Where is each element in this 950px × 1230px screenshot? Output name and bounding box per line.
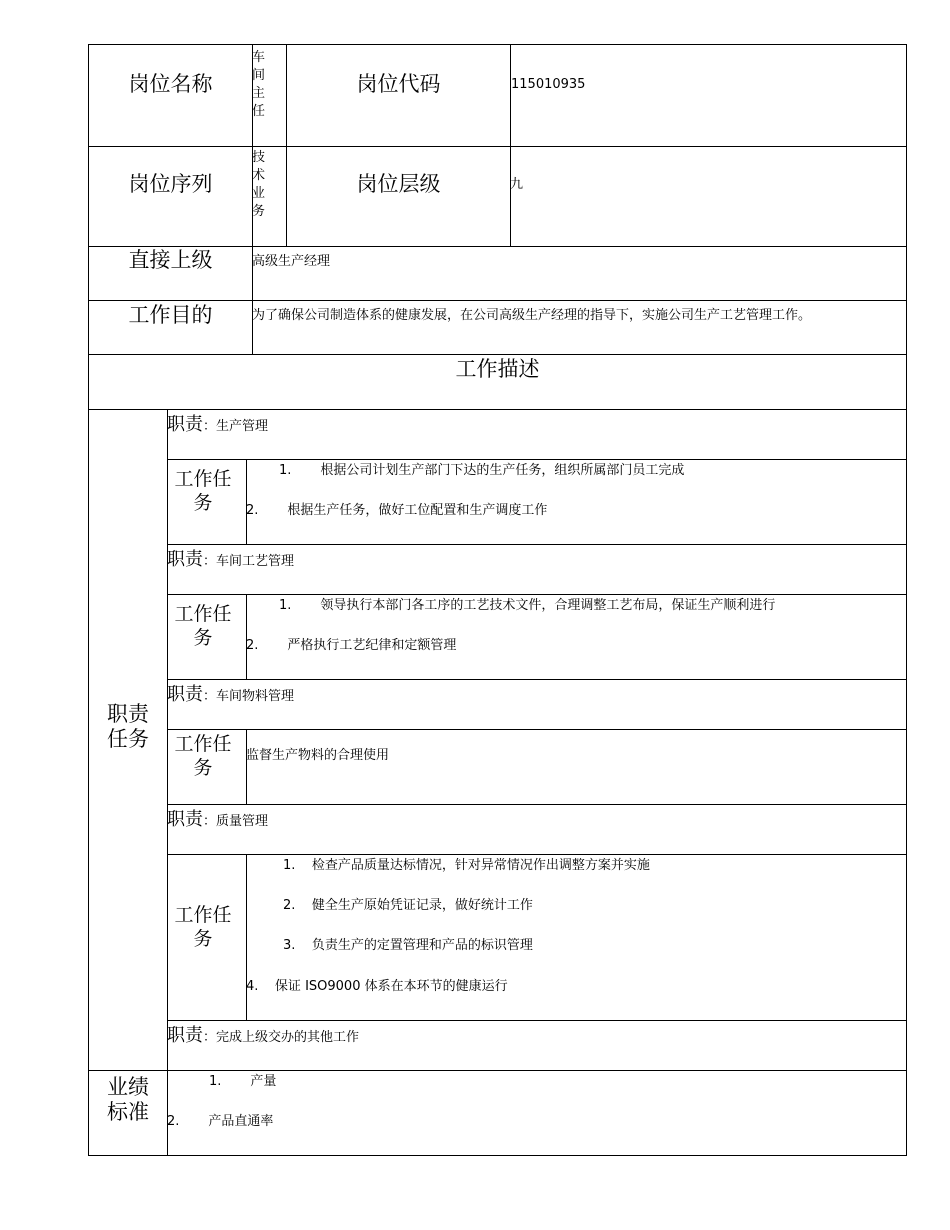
position-level-label: 岗位层级 [356,172,441,196]
position-code-label: 岗位代码 [356,72,441,96]
column-divider [246,459,247,545]
work-description-title: 工作描述 [455,357,540,381]
duty-3-title [167,684,294,706]
duty-4-task-label: 工作任务 [174,904,232,950]
duty-1-title [167,414,268,436]
row-divider [88,409,907,410]
duty-prefix: 职责 [167,1025,203,1046]
performance-item-1: 1. 产量 [209,1074,277,1089]
row-divider [167,804,907,805]
table-border-left [88,44,89,1156]
duty-4-task-2: 2. 健全生产原始凭证记录，做好统计工作 [283,898,533,913]
duty-prefix: 职责 [167,809,203,830]
row-divider [167,594,907,595]
column-divider [246,594,247,680]
duty-title-text: ：车间工艺管理 [203,554,295,569]
row-divider [88,146,907,147]
duty-1-task-label: 工作任务 [174,468,232,514]
duty-1-task-2: 2. 根据生产任务，做好工位配置和生产调度工作 [246,503,548,518]
duty-4-task-3: 3. 负责生产的定置管理和产品的标识管理 [283,938,533,953]
duty-3-task-1: 监督生产物料的合理使用 [246,748,390,763]
duty-1-task-1: 1. 根据公司计划生产部门下达的生产任务，组织所属部门员工完成 [279,463,685,478]
row-divider [167,679,907,680]
column-divider [246,854,247,1021]
row-divider [167,1020,907,1021]
table-border-bottom [88,1155,907,1156]
row-divider [167,459,907,460]
position-level-value: 九 [510,177,524,192]
duty-title-text: ：生产管理 [203,419,269,434]
duty-3-task-label: 工作任务 [174,733,232,779]
row-divider [88,246,907,247]
row-divider [88,300,907,301]
duties-tasks-label: 职责任务 [107,702,149,751]
column-divider [510,44,511,247]
column-divider [246,729,247,805]
row-divider [88,354,907,355]
performance-standard-label: 业绩标准 [107,1075,149,1124]
duty-title-text: ：车间物料管理 [203,689,295,704]
duty-prefix: 职责 [167,549,203,570]
work-purpose-label: 工作目的 [128,303,213,327]
row-divider [88,1070,907,1071]
table-border-right [906,44,907,1156]
duty-2-task-1: 1. 领导执行本部门各工序的工艺技术文件，合理调整工艺布局，保证生产顺利进行 [279,598,776,613]
duty-2-title [167,549,294,571]
duty-prefix: 职责 [167,684,203,705]
row-divider [167,729,907,730]
duty-4-task-1: 1. 检查产品质量达标情况，针对异常情况作出调整方案并实施 [283,858,650,873]
duty-2-task-label: 工作任务 [174,603,232,649]
position-name-label: 岗位名称 [128,72,213,96]
performance-item-2: 2. 产品直通率 [167,1114,274,1129]
duty-title-text: ：质量管理 [203,814,269,829]
duty-2-task-2: 2. 严格执行工艺纪律和定额管理 [246,638,457,653]
direct-superior-value: 高级生产经理 [252,254,331,269]
position-sequence-label: 岗位序列 [128,172,213,196]
position-code-value: 115010935 [511,77,586,92]
duty-prefix: 职责 [167,414,203,435]
row-divider [167,544,907,545]
work-purpose-value: 为了确保公司制造体系的健康发展，在公司高级生产经理的指导下，实施公司生产工艺管理工作。 [252,308,812,323]
duty-5-title [167,1025,359,1047]
duty-title-text: ：完成上级交办的其他工作 [203,1030,360,1045]
duty-4-task-4: 4. 保证 ISO9000 体系在本环节的健康运行 [246,979,508,994]
duty-4-title [167,809,268,831]
table-border-top [88,44,907,45]
position-name-value: 车间主任 [252,50,266,119]
position-sequence-value: 技术业务 [252,150,266,219]
direct-superior-label: 直接上级 [128,248,213,272]
row-divider [167,854,907,855]
